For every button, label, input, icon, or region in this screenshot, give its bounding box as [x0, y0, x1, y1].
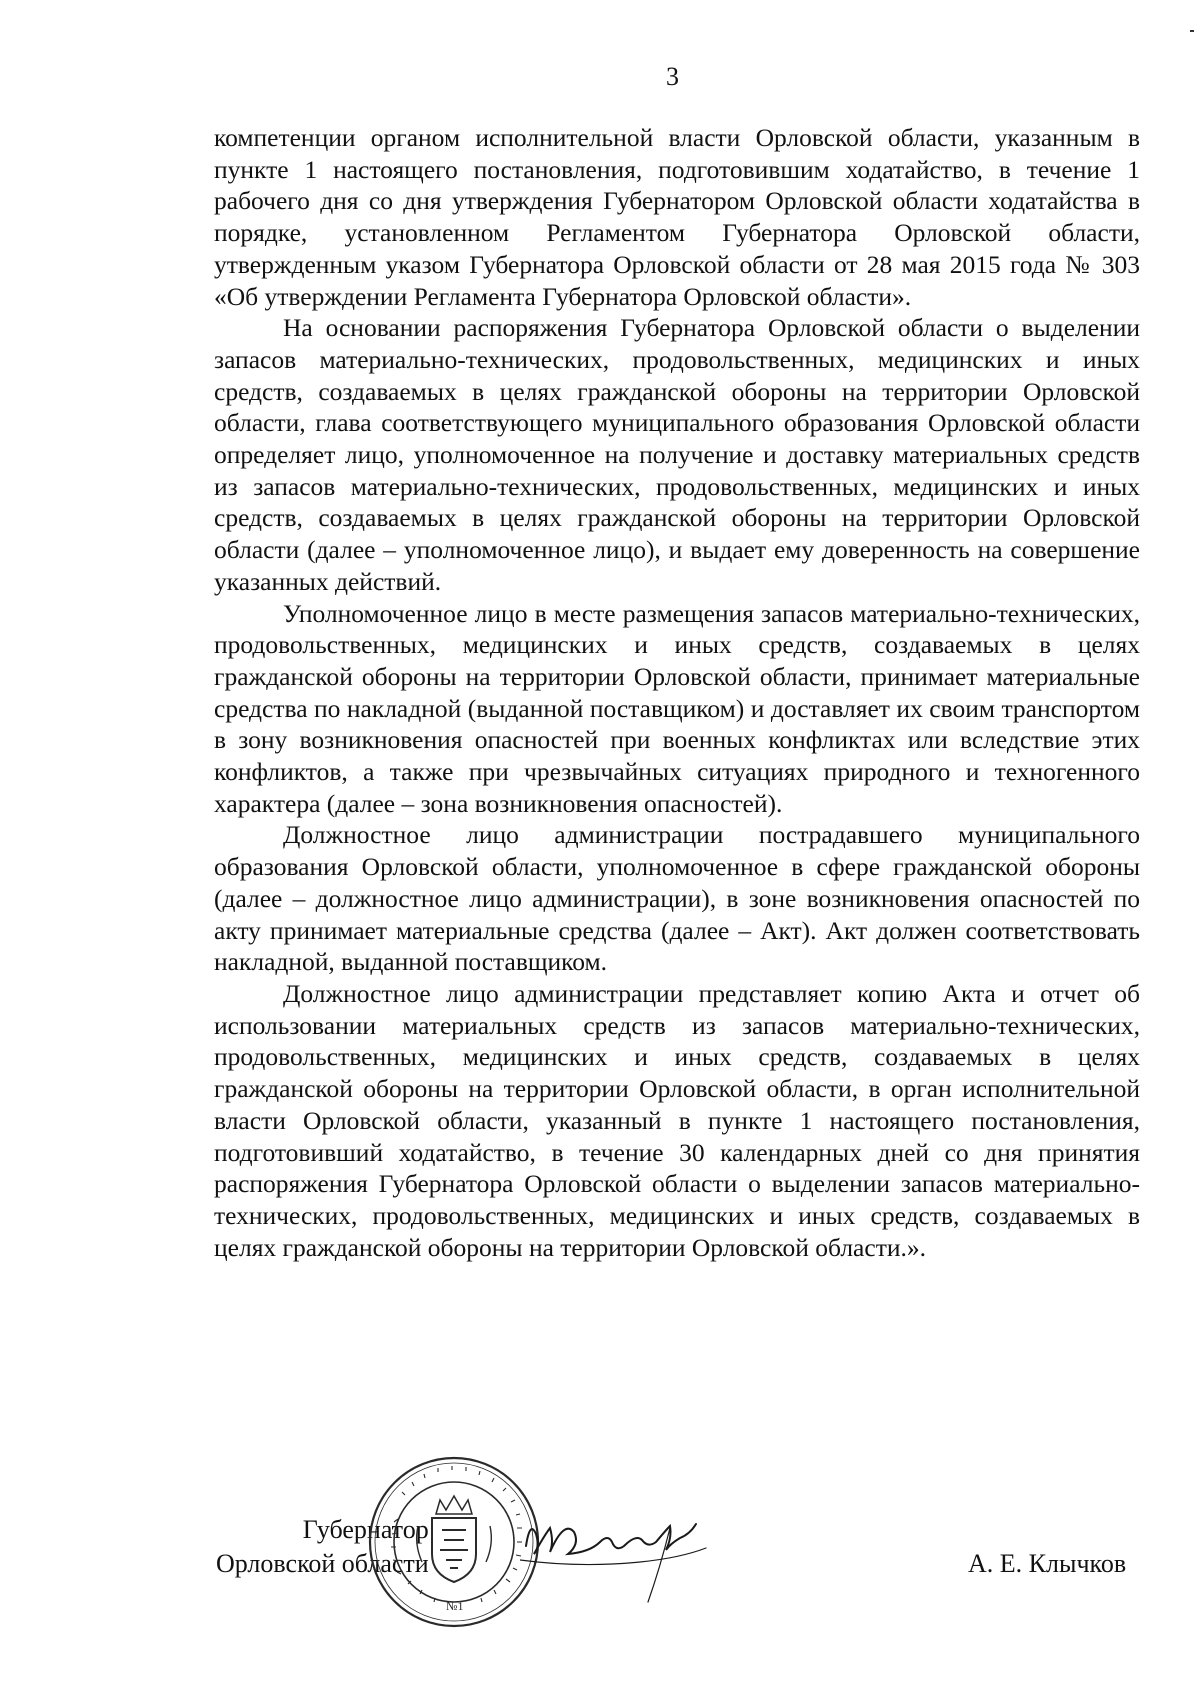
paragraph: Должностное лицо администрации представляет копию Акта и отчет об использовании материальных средств из запасов материально-технических, продовольственных, медицинских и иных средств, создаваемых в целях гражданской обороны на территории Орловской области, в орган исполнительной власти Орловской области, указанный в пункте 1 настоящего постановления, подготовивший ходатайство, в течение 30 календарных дней со дня принятия распоряжения Губернатора Орловской области о выделении запасов материально-технических, продовольственных, медицинских и иных средств, создаваемых в целях гражданской обороны на территории Орловской области.». — [214, 978, 1140, 1262]
signatory-name: А. Е. Клычков — [968, 1549, 1127, 1578]
handwritten-signature — [520, 1498, 710, 1608]
official-seal-stamp — [364, 1452, 544, 1632]
scan-artifact — [1190, 30, 1194, 32]
signatory-title-line-2: Орловской области — [216, 1549, 429, 1578]
paragraph: Уполномоченное лицо в месте размещения запасов материально-технических, продовольственных, медицинских и иных средств, создаваемых в целях гражданской обороны на территории Орловской области, принимает материальные средства по накладной (выданной поставщиком) и доставляет их своим транспортом в зону возникновения опасностей при военных конфликтах или вследствие этих конфликтов, а также при чрезвычайных ситуациях природного и техногенного характера (далее – зона возникновения опасностей). — [214, 598, 1140, 818]
signature-block — [0, 1488, 1200, 1668]
paragraph: Должностное лицо администрации пострадавшего муниципального образования Орловской области, уполномоченное в сфере гражданской обороны (далее – должностное лицо администрации), в зоне возникновения опасностей по акту принимает материальные средства (далее – Акт). Акт должен соответствовать накладной, выданной поставщиком. — [214, 820, 1140, 977]
stamp-number: №1 — [446, 1599, 464, 1613]
document-body — [214, 122, 1140, 1263]
paragraph-continuation: компетенции органом исполнительной власти Орловской области, указанным в пункте 1 настоящего постановления, подготовившим ходатайство, в течение 1 рабочего дня со дня утверждения Губернатором Орловской области ходатайства в порядке, установленном Регламентом Губернатора Орловской области, утвержденным указом Губернатора Орловской области от 28 мая 2015 года № 303 «Об утверждении Регламента Губернатора Орловской области». — [214, 123, 1140, 311]
paragraph: На основании распоряжения Губернатора Орловской области о выделении запасов материально-технических, продовольственных, медицинских и иных средств, создаваемых в целях гражданской обороны на территории Орловской области, глава соответствующего муниципального образования Орловской области определяет лицо, уполномоченное на получение и доставку материальных средств из запасов материально-технических, продовольственных, медицинских и иных средств, создаваемых в целях гражданской обороны на территории Орловской области (далее – уполномоченное лицо), и выдает ему доверенность на совершение указанных действий. — [214, 313, 1140, 596]
page-number: 3 — [666, 62, 679, 91]
signatory-title-line-1: Губернатор — [302, 1515, 429, 1544]
